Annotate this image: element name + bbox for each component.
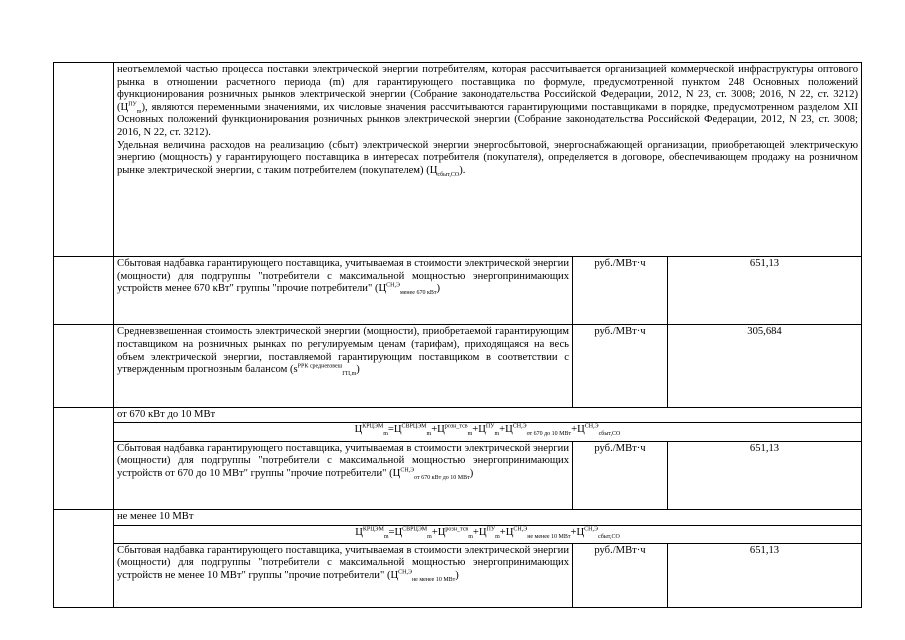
intro-text-1-cont: , являются переменными значениями, их числовые значения рассчитываются гарантирующими поставщиками в порядке, предусмотренном разделом XII Основных положений функционирования розничных рынков электрической энергии (Собрание законодательства Российской Федерации, 2012, N 23, ст. 3008; 2016, N 22, ст. 3212). xyxy=(117,101,858,138)
row-unit: руб./МВт·ч xyxy=(573,325,668,407)
intro-text-1: неотъемлемой частью процесса поставки электрической энергии потребителям, которая рассчитывается организацией коммерческой инфраструктуры оптового рынка в отношении расчетного периода (m) для гарантирующего поставщика по формуле, предусмотренной пунктом 248 Основных положений функционирования розничных рынков электрической энергии (Собрание законодательства Российской Федерации, 2012, N 23, ст. 3008; 2016, N 22, ст. 3212) xyxy=(117,64,858,101)
row-symbol: $(Ц^{СН,Э}_{от 670 кВт до 10 МВт})$ xyxy=(389,467,474,481)
intro-text-2: Удельная величина расходов на реализацию (сбыт) электрической энергии энергосбытовой, энергоснабжающей организации, приобретающей электрическую энергию (мощность) у гарантирующего поставщика в интересах потребителя (покупателя), определяется в договоре, обеспечивающем продажу на розничном рынке электрической энергии, с таким потребителем (покупателем) xyxy=(117,139,858,176)
formula-row xyxy=(54,423,862,441)
intro-num-cell xyxy=(54,63,114,257)
tariff-table xyxy=(53,62,862,608)
table-row xyxy=(54,257,862,325)
table-row xyxy=(54,543,862,607)
section-num-cell xyxy=(54,407,114,509)
row-description: Средневзвешенная стоимость электрической энергии (мощности), приобретаемой гарантирующим поставщиком на розничных рынках по регулируемым ценам (тарифам), приходящаяся на весь объем электрической энергии, поставляемой гарантирующим поставщиком в соответствии с утвержденным прогнозным балансом $(s^{РРК средневзвеш}_{ГП,m})$ xyxy=(114,325,573,407)
formula-row xyxy=(54,525,862,543)
intro-row xyxy=(54,63,862,257)
intro-cell xyxy=(114,63,862,257)
section-heading: от 670 кВт до 10 МВт xyxy=(114,407,862,423)
row-num-cell xyxy=(54,257,114,325)
table-row xyxy=(54,325,862,407)
section-heading: не менее 10 МВт xyxy=(114,509,862,525)
pu-symbol: $(Ц^{ПУ}_m)$ xyxy=(117,101,145,115)
row-symbol: $(s^{РРК средневзвеш}_{ГП,m})$ xyxy=(289,363,360,378)
section-heading-row xyxy=(54,509,862,525)
intro-paragraph-1 xyxy=(117,64,858,140)
row-description: Сбытовая надбавка гарантирующего поставщика, учитываемая в стоимости электрической энергии (мощности) для подгруппы "потребители с максимальной мощностью энергопринимающих устройств менее 670 кВт" группы "прочие потребители" $(Ц^{СН,Э}_{менее 670 кВт})$ xyxy=(114,257,573,325)
row-value: 651,13 xyxy=(668,257,862,325)
formula-10: $Ц^{КРЦЭМ}_m=Ц^{СВРЦЭМ}_m+Ц^{розн\_тсв}_m+Ц^{ПУ}_m+Ц^{СН,Э}_{не менее 10 МВт}+Ц^{СН,Э}_{сбыт,СО}$ xyxy=(114,525,862,543)
formula-670-10: $Ц^{КРЦЭМ}_m=Ц^{СВРЦЭМ}_m+Ц^{розн\_тсв}_m+Ц^{ПУ}_m+Ц^{СН,Э}_{от 670 до 10 МВт}+Ц^{СН,Э}_{сбыт,СО}$ xyxy=(114,423,862,441)
row-symbol: $(Ц^{СН,Э}_{не менее 10 МВт})$ xyxy=(386,569,459,583)
row-description: Сбытовая надбавка гарантирующего поставщика, учитываемая в стоимости электрической энергии (мощности) для подгруппы "потребители с максимальной мощностью энергопринимающих устройств от 670 до 10 МВт" группы "прочие потребители" $(Ц^{СН,Э}_{от 670 кВт до 10 МВт})$ xyxy=(114,441,573,509)
row-unit: руб./МВт·ч xyxy=(573,543,668,607)
intro-paragraph-2: Удельная величина расходов на реализацию (сбыт) электрической энергии энергосбытовой, энергоснабжающей организации, приобретающей электрическую энергию (мощность) у гарантирующего поставщика в интересах потребителя (покупателя), определяется в договоре, обеспечивающем продажу на розничном рынке электрической энергии, с таким потребителем (покупателем) $(Ц_{сбыт,СО})$. xyxy=(117,139,858,178)
table-row xyxy=(54,441,862,509)
row-description: Сбытовая надбавка гарантирующего поставщика, учитываемая в стоимости электрической энергии (мощности) для подгруппы "потребители с максимальной мощностью энергопринимающих устройств не менее 10 МВт" группы "прочие потребители" $(Ц^{СН,Э}_{не менее 10 МВт})$ xyxy=(114,543,573,607)
row-num-cell xyxy=(54,325,114,407)
section-num-cell xyxy=(54,509,114,607)
row-symbol: $(Ц^{СН,Э}_{менее 670 кВт})$ xyxy=(374,282,441,297)
row-value: 651,13 xyxy=(668,441,862,509)
row-value: 651,13 xyxy=(668,543,862,607)
row-value: 305,684 xyxy=(668,325,862,407)
sbyt-co-symbol: ($Ц_{сбыт,СО}$ xyxy=(426,164,460,178)
row-unit: руб./МВт·ч xyxy=(573,257,668,325)
row-unit: руб./МВт·ч xyxy=(573,441,668,509)
section-heading-row xyxy=(54,407,862,423)
